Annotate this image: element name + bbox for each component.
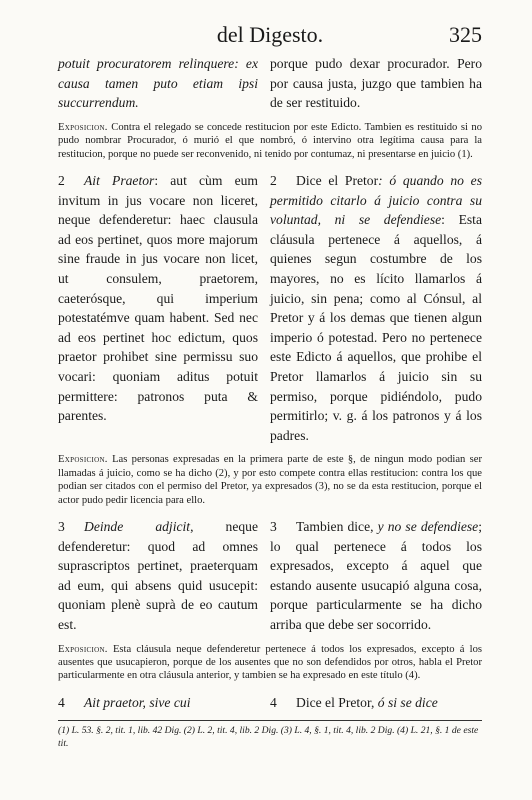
spanish-lead: Tambien dice, — [296, 518, 374, 534]
spanish-italic: ó si se dice — [377, 694, 438, 710]
page-number: 325 — [449, 22, 482, 47]
spanish-body: : Esta cláusula pertenece á aquellos, á quienes segun costumbre de los mayores, no es lícito llamarlos á juicio, sin pena; como al Cónsul, al Pretor y á los demas que tienen algun imperio ó potestad. Pero no pertenece este Edicto á aquellos, que prohibe el Pretor llamarlos á juicio sin su permiso, porque pidiéndolo, pudo permitirlo; v. g. á los patronos y á los padres. — [270, 212, 482, 443]
exposicion-text: Contra el relegado se concede restitucion por este Edicto. Tambien es restituido si no pudo nombrar Procurador, ó murió el que nombró, ó intervino otra legítima causa para la restitucion, porque no puede ser reconvenido, ni tenido por contumaz, ni presentarse en juicio (1). — [58, 121, 482, 160]
latin-lead: Ait praetor, sive cui — [84, 694, 191, 710]
latin-lead: Deinde adjicit — [84, 518, 191, 534]
block1 — [58, 54, 482, 113]
section-2-latin — [58, 171, 258, 445]
exposicion-label: Exposicion. — [58, 121, 108, 133]
spanish-italic: : ó quando no es permitido citarlo á juicio contra su voluntad, ni se defendiese — [270, 173, 482, 228]
section-3-spanish — [270, 517, 482, 635]
section-number: 3 — [58, 518, 65, 534]
exposicion-text: Esta cláusula neque defenderetur pertenece á todos los expresados, excepto á los ausentes que usucapieron, porque de los ausentes que no son defendidos por otros, habla el Pretor particularmente en otra cláusula anterior, y tambien se ha expresado en este título (4). — [58, 643, 482, 682]
block1-latin: potuit procuratorem relinquere: ex causa tamen puto etiam ipsi succurrendum. — [58, 56, 258, 111]
exposicion-label: Exposicion. — [58, 643, 108, 655]
running-title: del Digesto. — [216, 22, 324, 47]
exposicion-label: Exposicion. — [58, 454, 108, 466]
section-4 — [58, 693, 482, 713]
exposicion-text: Las personas expresadas en la primera parte de este §, de ningun modo podian ser llamadas á juicio, como se ha dicho (2), y por esto compete contra ellas restitucion: contra los que podian ser citados con el permiso del Pretor, ya expresados (3), no se da esta restitucion, porque el actor pudo pedir licencia para ello. — [58, 454, 483, 506]
latin-body: , neque defenderetur: quod ad omnes suprascriptos pertinet, praeterquam ad eum, qui absens quid usucepit: quoniam plenè suprà de eo cautum est. — [58, 518, 258, 632]
exposicion-1 — [58, 121, 482, 161]
spanish-body: ; lo qual pertenece á todos los expresados, excepto á aquel que estando ausente usucapió alguna cosa, porque particularmente se ha dicho arriba que debe ser socorrido. — [270, 518, 482, 632]
spanish-italic: y no se defendiese — [377, 518, 479, 534]
section-2 — [58, 171, 482, 445]
section-number: 2 — [58, 173, 65, 188]
section-number: 2 — [270, 173, 277, 188]
section-number: 4 — [270, 694, 277, 710]
page — [58, 18, 482, 751]
exposicion-3 — [58, 643, 482, 683]
section-3-latin — [58, 517, 258, 635]
section-2-spanish — [270, 171, 482, 445]
spanish-lead: Dice el Pretor, — [296, 694, 375, 710]
section-number: 3 — [270, 518, 277, 534]
section-number: 4 — [58, 694, 65, 710]
section-4-spanish — [270, 693, 482, 713]
latin-body: : aut cùm eum invitum in jus vocare non liceret, neque defenderetur: haec clausula ad eos pertinet, quos more majorum sine fraude in jus vocare non licet, ut consulem, praetorem, caeterósque, qui imperium potestatémve quam habent. Sed nec ad eos pertinet hoc edictum, quos praetor prohibet sine permissu suo vocari: quoniam aditus potuit permittere: patronos puta & parentes. — [58, 173, 258, 424]
footnotes: (1) L. 53. §. 2, tit. 1, lib. 42 Dig. (2) L. 2, tit. 4, lib. 2 Dig. (3) L. 4, §. 1, tit. 4, lib. 2 Dig. (4) L. 21, §. 1 de este tit. — [58, 720, 482, 750]
section-3 — [58, 517, 482, 635]
exposicion-2 — [58, 453, 482, 507]
latin-lead: Ait Praetor — [84, 173, 155, 188]
section-4-latin — [58, 693, 258, 713]
spanish-lead: Dice el Pretor — [296, 173, 379, 188]
page-header — [58, 18, 482, 54]
block1-spanish: porque pudo dexar procurador. Pero por causa justa, juzgo que tambien ha de ser restituido. — [270, 56, 482, 111]
